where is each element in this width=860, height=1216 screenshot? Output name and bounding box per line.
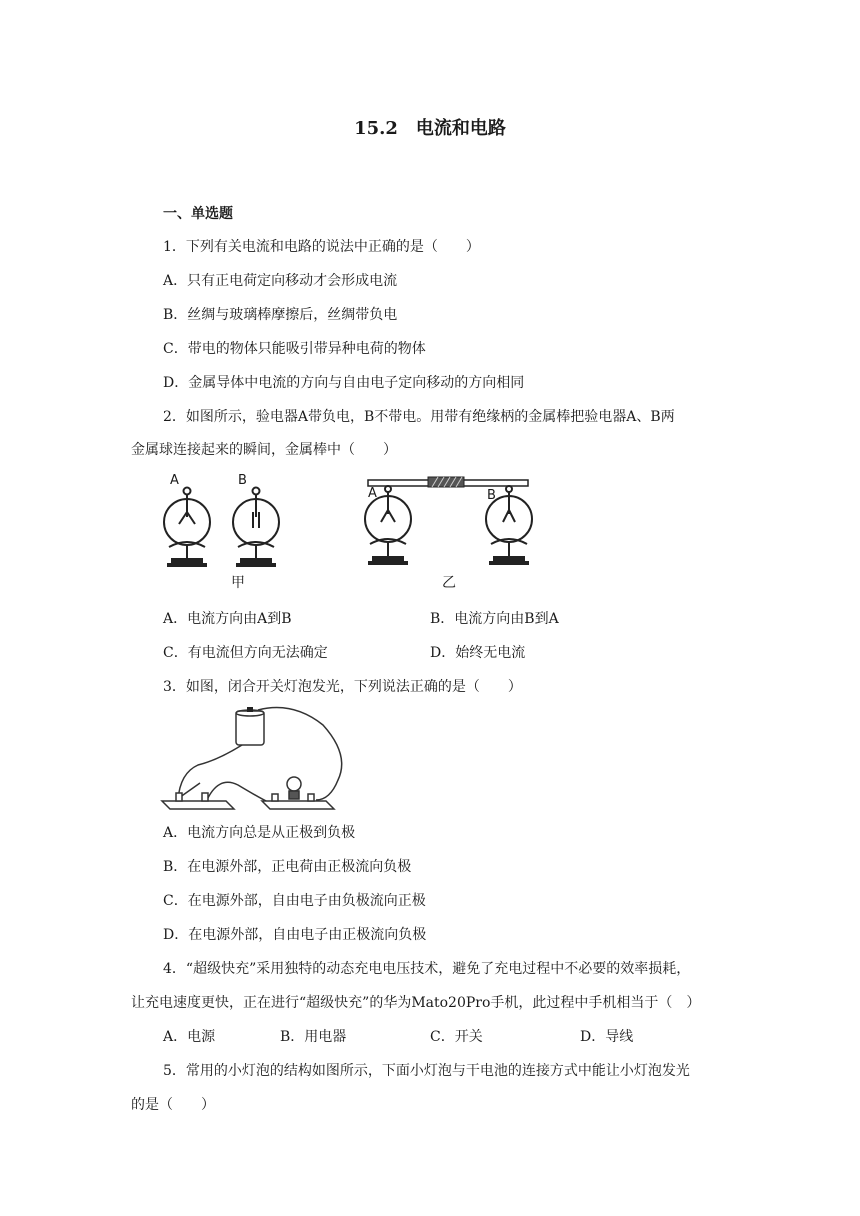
figure-label-yi: 乙 (442, 575, 456, 591)
q2-stem-line2: 金属球连接起来的瞬间，金属棒中（ ） (131, 442, 397, 458)
q4-option-d: D．导线 (580, 1029, 634, 1045)
q3-option-d: D．在电源外部，自由电子由正极流向负极 (163, 927, 427, 943)
label-electroscope-a-yi: A (368, 486, 377, 501)
label-electroscope-a-jia: A (170, 473, 179, 488)
q1-option-b: B．丝绸与玻璃棒摩擦后，丝绸带负电 (163, 307, 398, 323)
q5-stem-line1: 5．常用的小灯泡的结构如图所示，下面小灯泡与干电池的连接方式中能让小灯泡发光 (163, 1063, 690, 1079)
label-electroscope-b-jia: B (238, 473, 247, 488)
q4-stem-line1: 4．“超级快充”采用独特的动态充电电压技术，避免了充电过程中不必要的效率损耗， (163, 961, 691, 977)
circuit-figure (158, 705, 350, 815)
q2-stem-line1: 2．如图所示，验电器A带负电，B不带电。用带有绝缘柄的金属棒把验电器A、B两 (163, 409, 675, 425)
q2-option-d: D．始终无电流 (430, 645, 526, 661)
q2-option-c: C．有电流但方向无法确定 (163, 645, 328, 661)
q1-stem: 1．下列有关电流和电路的说法中正确的是（ ） (163, 239, 480, 255)
q4-option-c: C．开关 (430, 1029, 483, 1045)
q3-option-c: C．在电源外部，自由电子由负极流向正极 (163, 893, 426, 909)
q3-option-b: B．在电源外部，正电荷由正极流向负极 (163, 859, 412, 875)
q1-option-d: D．金属导体中电流的方向与自由电子定向移动的方向相同 (163, 375, 525, 391)
section-heading: 一、单选题 (163, 206, 233, 222)
q5-stem-line2: 的是（ ） (131, 1097, 215, 1113)
q1-option-a: A．只有正电荷定向移动才会形成电流 (163, 273, 398, 289)
q3-stem: 3．如图，闭合开关灯泡发光，下列说法正确的是（ ） (163, 679, 522, 695)
q2-option-b: B．电流方向由B到A (430, 611, 559, 627)
q3-option-a: A．电流方向总是从正极到负极 (163, 825, 356, 841)
label-electroscope-b-yi: B (487, 488, 496, 503)
figure-label-jia: 甲 (231, 575, 245, 591)
q4-stem-line2: 让充电速度更快，正在进行“超级快充”的华为Mato20Pro手机，此过程中手机相当于（ ） (131, 995, 701, 1011)
q4-option-a: A．电源 (163, 1029, 216, 1045)
q1-option-c: C．带电的物体只能吸引带异种电荷的物体 (163, 341, 426, 357)
page-title: 15.2 电流和电路 (354, 118, 506, 139)
q4-option-b: B．用电器 (280, 1029, 347, 1045)
electroscope-figure-yi (362, 474, 534, 574)
q2-option-a: A．电流方向由A到B (163, 611, 292, 627)
